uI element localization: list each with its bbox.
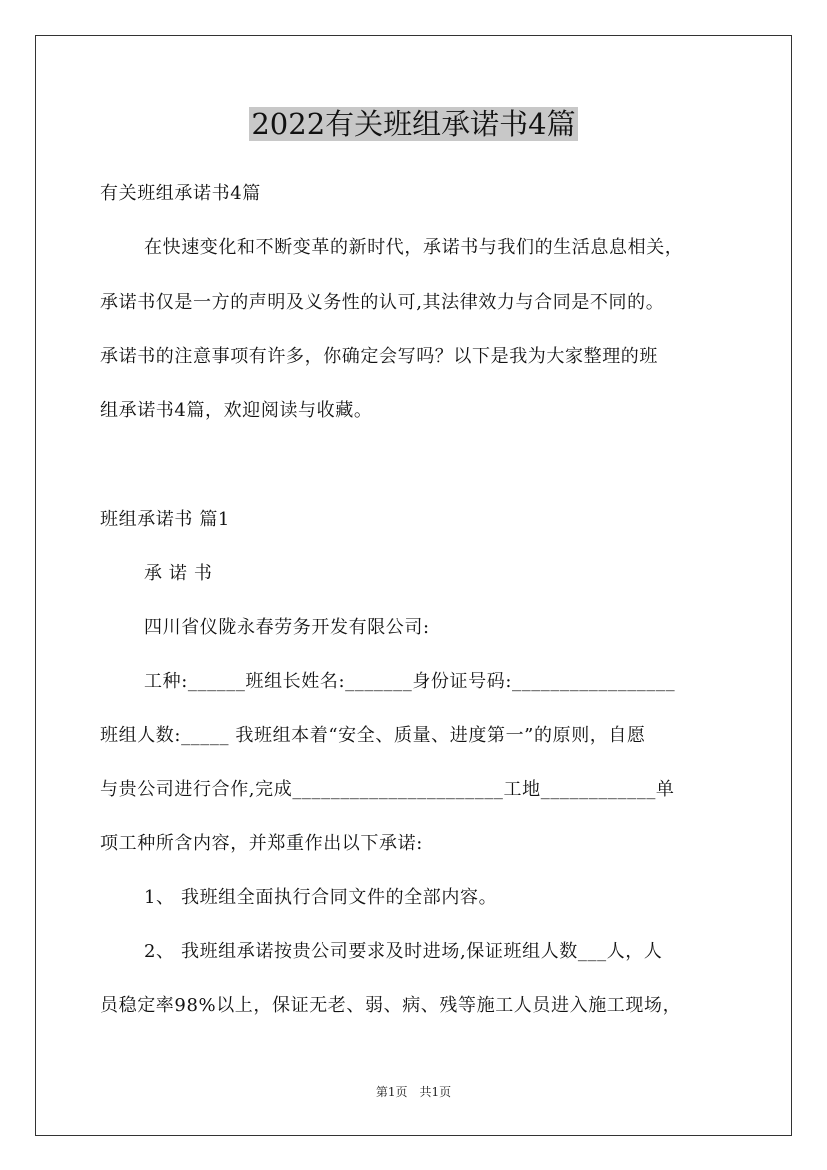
paragraph-line: 项工种所含内容，并郑重作出以下承诺: [100, 833, 423, 854]
paragraph-line: 承诺书仅是一方的声明及义务性的认可,其法律效力与合同是不同的。 [100, 292, 665, 313]
letter-heading: 承 诺 书 [144, 563, 213, 584]
list-item: 1、 我班组全面执行合同文件的全部内容。 [144, 887, 498, 908]
addressee-line: 四川省仪陇永春劳务开发有限公司: [144, 617, 430, 638]
paragraph-line: 工种:______班组长姓名:_______身份证号码:_________________ [144, 671, 676, 692]
paragraph-line: 承诺书的注意事项有许多，你确定会写吗？以下是我为大家整理的班 [100, 346, 658, 367]
paragraph-line: 在快速变化和不断变革的新时代，承诺书与我们的生活息息相关， [144, 237, 684, 258]
paragraph-line: 组承诺书4篇，欢迎阅读与收藏。 [100, 400, 373, 421]
document-title [0, 104, 827, 144]
page-footer: 第1页 共1页 [375, 1085, 452, 1099]
section-heading: 班组承诺书 篇1 [100, 509, 230, 530]
document-title-text: 2022有关班组承诺书4篇 [251, 107, 576, 141]
paragraph-line: 与贵公司进行合作,完成______________________工地____________单 [100, 779, 675, 800]
paragraph-line: 班组人数:_____ 我班组本着“安全、质量、进度第一”的原则，自愿 [100, 725, 646, 746]
subtitle-line: 有关班组承诺书4篇 [100, 183, 261, 204]
paragraph-line: 员稳定率98%以上，保证无老、弱、病、残等施工人员进入施工现场， [100, 995, 682, 1016]
list-item: 2、 我班组承诺按贵公司要求及时进场,保证班组人数___人，人 [144, 941, 663, 962]
